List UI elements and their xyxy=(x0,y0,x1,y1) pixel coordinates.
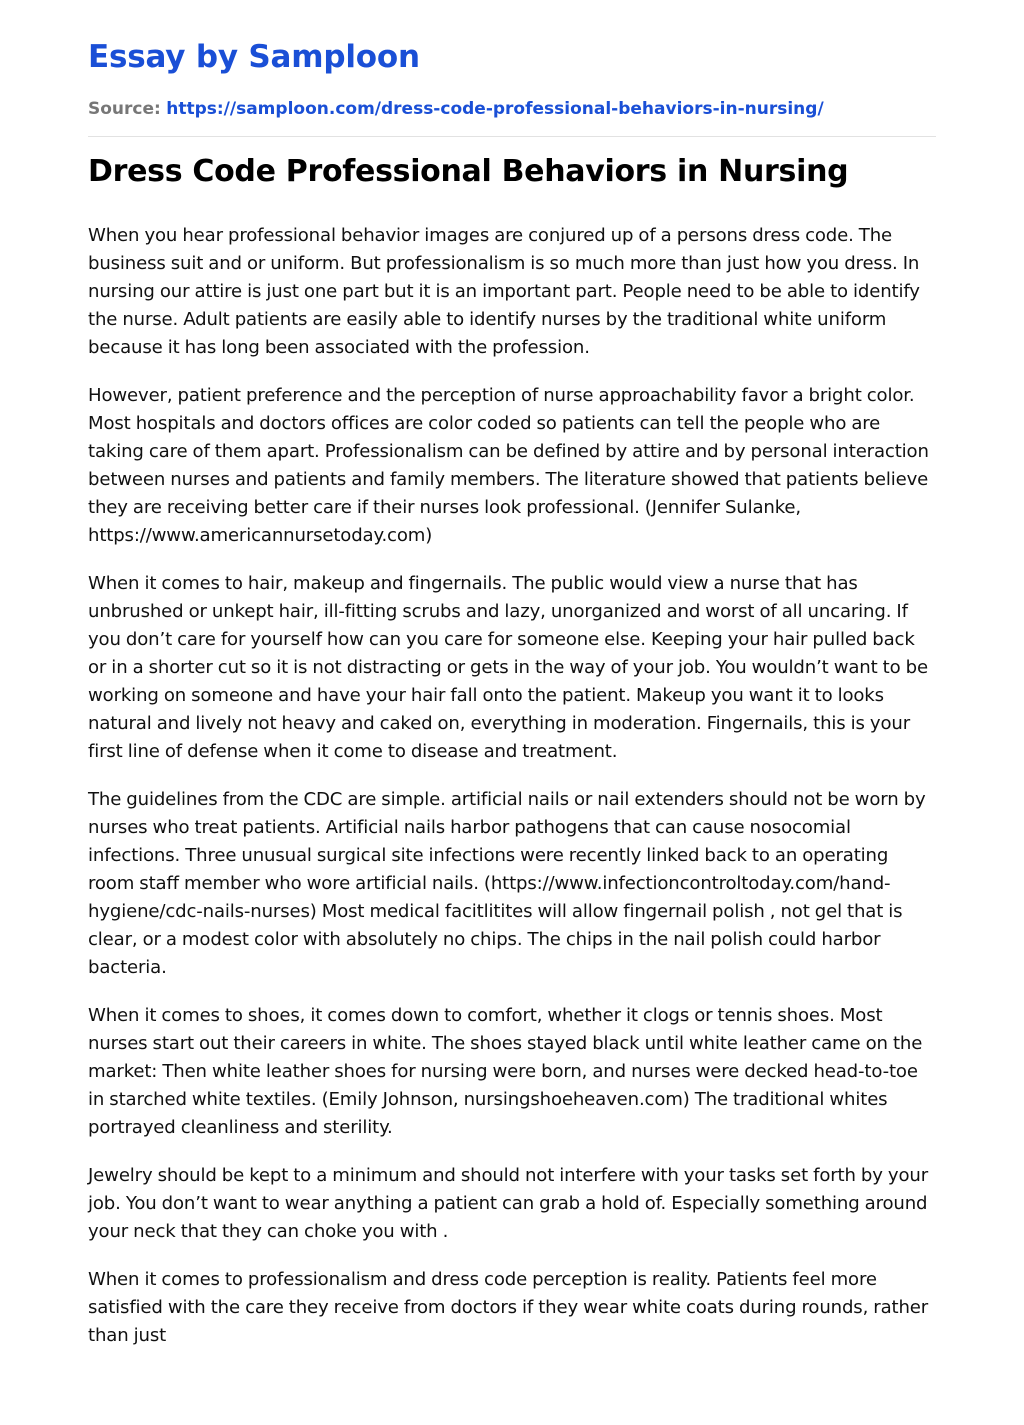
essay-paragraph: The guidelines from the CDC are simple. artificial nails or nail extenders should not be worn by nurses who treat patients. Artificial nails harbor pathogens that can cause nosocomial infections. Three unusual surgical site infections were recently linked back to an operating room staff member who wore artificial nails. (https://www.infectioncontroltoday.com/hand-hygiene/cdc-nails-nurses) Most medical facitlitites will allow fingernail polish , not gel that is clear, or a modest color with absolutely no chips. The chips in the nail polish could harbor bacteria. xyxy=(88,789,926,978)
essay-title: Dress Code Professional Behaviors in Nursing xyxy=(88,154,849,189)
essay-body xyxy=(88,222,936,1350)
essay-paragraph: When you hear professional behavior images are conjured up of a persons dress code. The business suit and or uniform. But professionalism is so much more than just how you dress. In nursing our attire is just one part but it is an important part. People need to be able to identify the nurse. Adult patients are easily able to identify nurses by the traditional white uniform because it has long been associated with the profession. xyxy=(88,225,920,358)
essay-paragraph: When it comes to hair, makeup and fingernails. The public would view a nurse that has unbrushed or unkept hair, ill-fitting scrubs and lazy, unorganized and worst of all uncaring. If you don’t care for yourself how can you care for someone else. Keeping your hair pulled back or in a shorter cut so it is not distracting or gets in the way of your job. You wouldn’t want to be working on someone and have your hair fall onto the patient. Makeup you want it to looks natural and lively not heavy and caked on, everything in moderation. Fingernails, this is your first line of defense when it come to disease and treatment. xyxy=(88,573,928,762)
source-label: Source: xyxy=(88,99,161,119)
essay-page xyxy=(88,0,936,1350)
essay-paragraph: However, patient preference and the perception of nurse approachability favor a bright color. Most hospitals and doctors offices are color coded so patients can tell the people who are taking care of them apart. Professionalism can be defined by attire and by personal interaction between nurses and patients and family members. The literature showed that patients believe they are receiving better care if their nurses look professional. (Jennifer Sulanke, https://www.americannursetoday.com) xyxy=(88,385,929,546)
essay-paragraph: Jewelry should be kept to a minimum and should not interfere with your tasks set forth by your job. You don’t want to wear anything a patient can grab a hold of. Especially something around your neck that they can choke you with . xyxy=(88,1165,928,1242)
site-brand-title[interactable]: Essay by Samploon xyxy=(88,39,420,75)
source-line xyxy=(88,97,936,121)
essay-paragraph: When it comes to shoes, it comes down to comfort, whether it clogs or tennis shoes. Most nurses start out their careers in white. The shoes stayed black until white leather came on the market: Then white leather shoes for nursing were born, and nurses were decked head-to-toe in starched white textiles. (Emily Johnson, nursingshoeheaven.com) The traditional whites portrayed cleanliness and sterility. xyxy=(88,1005,923,1138)
essay-paragraph: When it comes to professionalism and dress code perception is reality. Patients feel more satisfied with the care they receive from doctors if they wear white coats during rounds, rather than just xyxy=(88,1269,929,1346)
source-link[interactable]: https://samploon.com/dress-code-professional-behaviors-in-nursing/ xyxy=(166,99,824,119)
header-divider xyxy=(88,136,936,137)
